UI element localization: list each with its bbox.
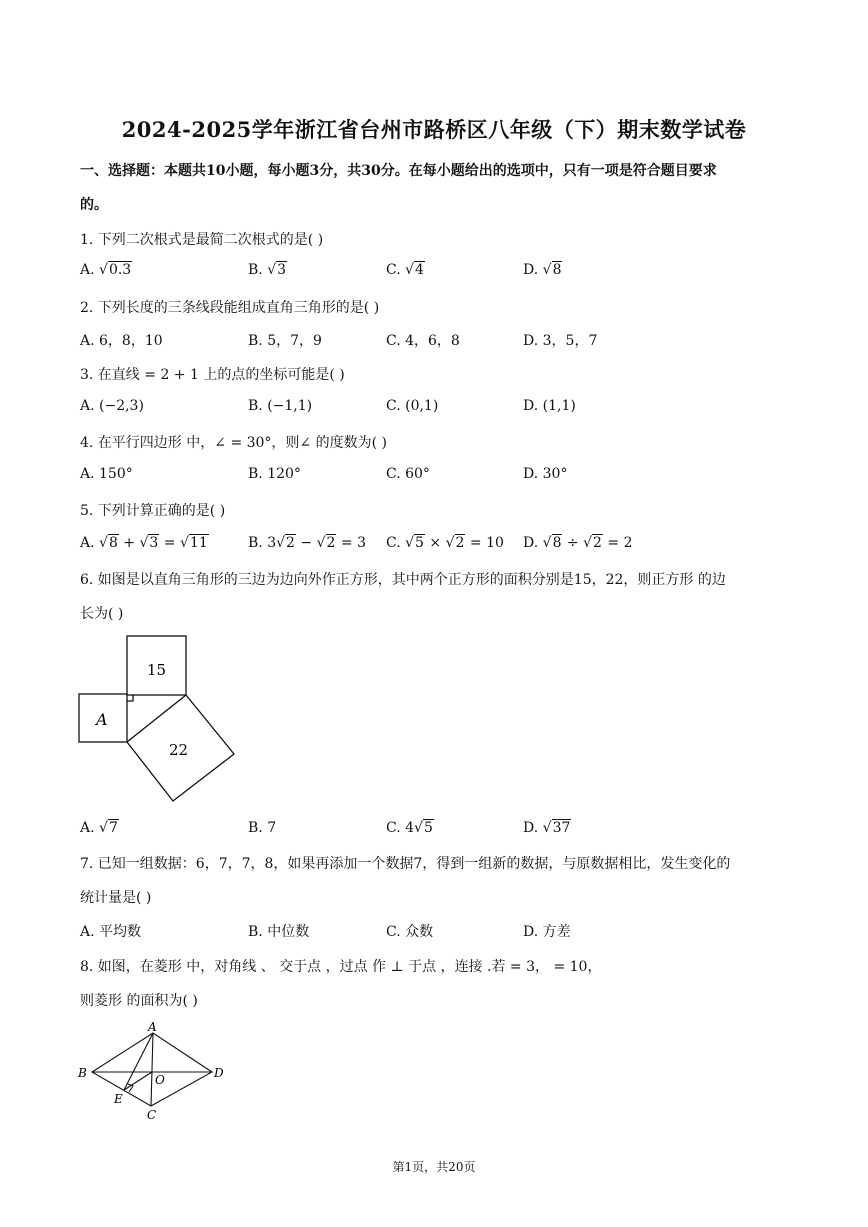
q8-figure-rhombus	[72, 1020, 232, 1120]
q5-option-a[interactable]	[80, 535, 209, 551]
q3-option-b[interactable]: B. (−1,1)	[248, 398, 313, 414]
q1-option-c-radicand: 4	[415, 262, 424, 278]
sqrt-symbol: √2	[445, 535, 465, 551]
diagonal-ac	[151, 1033, 153, 1106]
q8-stem-line2: 则菱形 的面积为( )	[80, 993, 198, 1009]
label-22: 22	[169, 741, 189, 759]
sqrt-symbol: √7	[99, 820, 118, 836]
label-vertex-a: A	[148, 1020, 157, 1034]
label-vertex-b: B	[78, 1066, 87, 1080]
q4-option-b[interactable]: B. 120°	[248, 466, 301, 482]
q1-option-a-label: A.	[80, 262, 100, 278]
q7-stem-line2: 统计量是( )	[80, 890, 152, 906]
q6-option-a-label: A.	[80, 820, 100, 836]
label-a: A	[96, 710, 108, 729]
q2-option-b[interactable]: B. 5，7，9	[248, 333, 322, 349]
q6-option-d[interactable]	[523, 820, 571, 836]
q6-option-c[interactable]	[386, 820, 434, 836]
q8-stem-line1: 8. 如图，在菱形 中，对角线 、 交于点 ，过点 作 ⊥ 于点 ，连接 .若 = 3， = 10，	[80, 959, 602, 975]
q6-stem-line2: 长为( )	[80, 606, 124, 622]
q5-d-radicand-2: 2	[593, 535, 602, 551]
q2-stem: 2. 下列长度的三条线段能组成直角三角形的是( )	[80, 300, 380, 316]
q2-option-d[interactable]: D. 3，5，7	[523, 333, 598, 349]
q2-option-c[interactable]: C. 4，6，8	[386, 333, 460, 349]
q7-option-d[interactable]: D. 方差	[523, 924, 571, 940]
q7-option-a[interactable]: A. 平均数	[80, 924, 142, 940]
q4-option-d[interactable]: D. 30°	[523, 466, 568, 482]
q7-option-c[interactable]: C. 众数	[386, 924, 434, 940]
q1-option-b-radicand: 3	[277, 262, 287, 278]
q5-a-radicand-2: 3	[149, 535, 159, 551]
q5-d-radicand-1: 8	[552, 535, 562, 551]
q6-option-b[interactable]	[248, 820, 276, 836]
sqrt-symbol: √2	[583, 535, 602, 551]
right-angle-mark	[127, 695, 133, 701]
label-vertex-d: D	[214, 1066, 224, 1080]
q5-a-operator: +	[118, 535, 140, 551]
section-heading-line1: 一、选择题：本题共10小题，每小题3分，共30分。在每小题给出的选项中，只有一项是符合题目要求	[80, 163, 717, 179]
q5-a-radicand-1: 8	[108, 535, 118, 551]
q6-option-c-label: C. 4	[386, 820, 415, 836]
q6-option-d-radicand: 37	[552, 820, 571, 836]
q6-figure-squares	[70, 630, 250, 810]
q3-option-d[interactable]: D. (1,1)	[523, 398, 576, 414]
q5-option-b[interactable]	[248, 535, 366, 551]
label-point-e: E	[114, 1092, 123, 1106]
q5-d-equals: = 2	[602, 535, 633, 551]
q4-option-c[interactable]: C. 60°	[386, 466, 430, 482]
sqrt-symbol: √8	[542, 262, 562, 278]
q1-option-d-radicand: 8	[552, 262, 562, 278]
q2-option-a[interactable]: A. 6，8，10	[80, 333, 163, 349]
q1-option-b-label: B.	[248, 262, 268, 278]
q5-option-c[interactable]	[386, 535, 504, 551]
label-15: 15	[147, 661, 167, 679]
q5-option-a-label: A.	[80, 535, 100, 551]
q6-option-a-radicand: 7	[108, 820, 118, 836]
q1-stem: 1. 下列二次根式是最简二次根式的是( )	[80, 232, 324, 248]
q5-b-radicand-2: 2	[326, 535, 336, 551]
q6-option-a[interactable]	[80, 820, 119, 836]
sqrt-symbol: √4	[405, 262, 424, 278]
q5-d-operator: ÷	[562, 535, 584, 551]
q5-stem: 5. 下列计算正确的是( )	[80, 503, 226, 519]
sqrt-symbol: √2	[316, 535, 336, 551]
q5-a-radicand-3: 11	[189, 535, 208, 551]
q5-c-operator: ×	[424, 535, 446, 551]
right-angle-mark-e	[128, 1084, 133, 1092]
sqrt-symbol: √5	[414, 820, 433, 836]
page-footer: 第1页，共20页	[392, 1160, 476, 1174]
exam-title: 2024-2025学年浙江省台州市路桥区八年级（下）期末数学试卷	[121, 117, 747, 142]
sqrt-symbol: √3	[139, 535, 159, 551]
sqrt-symbol: √3	[267, 262, 287, 278]
q5-c-equals: = 10	[465, 535, 504, 551]
q4-option-a[interactable]: A. 150°	[80, 466, 133, 482]
q7-stem-line1: 7. 已知一组数据：6，7，7，8，如果再添加一个数据7，得到一组新的数据，与原数据相比，发生变化的	[80, 856, 731, 872]
q5-c-radicand-2: 2	[455, 535, 465, 551]
q5-b-operator: −	[295, 535, 317, 551]
segment-ae	[124, 1033, 153, 1090]
q4-stem: 4. 在平行四边形 中，∠ = 30°，则∠ 的度数为( )	[80, 435, 387, 451]
q5-option-d-label: D.	[523, 535, 543, 551]
sqrt-symbol: √37	[542, 820, 571, 836]
q6-option-d-label: D.	[523, 820, 543, 836]
q5-b-radicand-1: 2	[286, 535, 295, 551]
q5-a-equals: =	[159, 535, 180, 551]
q6-stem-line1: 6. 如图是以直角三角形的三边为边向外作正方形，其中两个正方形的面积分别是15，22，则正方形 的边	[80, 572, 726, 588]
q1-option-c-label: C.	[386, 262, 406, 278]
q1-option-c[interactable]	[386, 262, 425, 278]
section-heading-line2: 的。	[80, 197, 108, 213]
q1-option-b[interactable]	[248, 262, 287, 278]
label-vertex-c: C	[147, 1108, 157, 1120]
q1-option-a[interactable]	[80, 262, 132, 278]
sqrt-symbol: √2	[276, 535, 295, 551]
sqrt-symbol: √8	[542, 535, 562, 551]
q1-option-a-radicand: 0.3	[108, 262, 132, 278]
sqrt-symbol: √11	[179, 535, 208, 551]
q5-b-equals: = 3	[336, 535, 366, 551]
label-point-o: O	[155, 1073, 165, 1087]
q7-option-b[interactable]: B. 中位数	[248, 924, 310, 940]
q3-option-c[interactable]: C. (0,1)	[386, 398, 439, 414]
q3-stem: 3. 在直线 = 2 + 1 上的点的坐标可能是( )	[80, 367, 345, 383]
q5-option-d[interactable]	[523, 535, 633, 551]
q1-option-d-label: D.	[523, 262, 543, 278]
sqrt-symbol: √5	[405, 535, 424, 551]
q5-option-c-label: C.	[386, 535, 406, 551]
sqrt-symbol: √0.3	[99, 262, 132, 278]
sqrt-symbol: √8	[99, 535, 118, 551]
q6-option-b-label: B. 7	[248, 820, 277, 836]
q5-option-b-label: B. 3	[248, 535, 277, 551]
q5-c-radicand-1: 5	[415, 535, 424, 551]
q1-option-d[interactable]	[523, 262, 562, 278]
q3-option-a[interactable]: A. (−2,3)	[80, 398, 144, 414]
q6-option-c-radicand: 5	[423, 820, 433, 836]
